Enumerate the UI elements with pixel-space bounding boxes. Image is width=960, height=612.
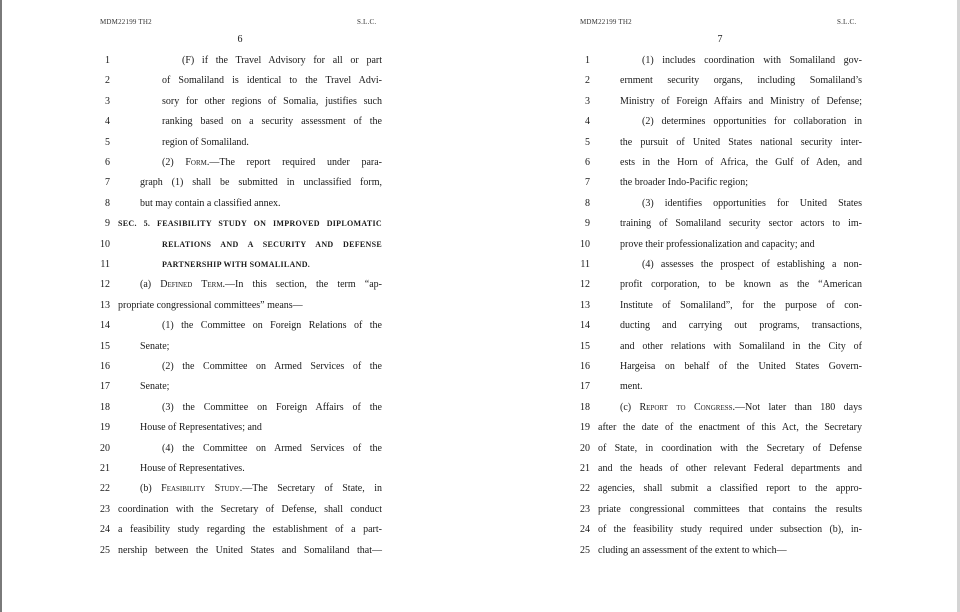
line-text: RELATIONS AND A SECURITY AND DEFENSE [162,239,382,249]
line-text: after the date of the enactment of this Act, the Secretary [598,422,862,434]
line-text: prove their professionalization and capacity; and [620,238,815,250]
line-text: cluding an assessment of the extent to which— [598,544,787,556]
line-number: 9 [105,218,110,230]
document-line [90,380,390,400]
document-line [570,54,870,74]
document-line [90,156,390,176]
line-number: 7 [105,177,110,189]
line-number: 6 [585,157,590,168]
document-line [570,503,870,523]
line-text: propriate congressional committees” means— [118,299,303,311]
document-line [90,278,390,298]
line-number: 8 [585,197,590,209]
line-number: 1 [105,55,110,66]
line-number: 24 [100,524,110,536]
line-number: 16 [580,361,590,372]
line-text: training of Somaliland security sector actors to im- [620,218,862,230]
document-line [570,74,870,94]
line-text: Senate; [140,381,170,393]
line-text: ment. [620,381,643,393]
line-number: 18 [580,401,590,413]
line-number: 14 [100,320,110,332]
document-line [90,421,390,441]
page-header-slc: S.L.C. [357,18,377,26]
line-text: the broader Indo-Pacific region; [620,177,749,189]
document-line [90,360,390,380]
line-number: 25 [580,544,590,556]
line-number: 4 [105,116,110,128]
line-text: Institute of Somaliland”, for the purpose of con- [620,299,862,311]
line-number: 20 [580,442,590,454]
document-line [90,462,390,482]
document-line [90,442,390,462]
document-line [90,136,390,156]
line-number: 14 [580,320,590,332]
line-number: 21 [100,463,110,474]
viewer-left-edge [0,0,2,612]
document-line [570,340,870,360]
document-line [90,544,390,564]
line-number: 15 [100,340,110,352]
line-text: SEC. 5. FEASIBILITY STUDY ON IMPROVED DIPLOMATIC [118,219,382,229]
document-line [570,197,870,217]
line-number: 7 [585,177,590,189]
line-text: (4) the Committee on Armed Services of the [162,442,382,454]
line-text: a feasibility study regarding the establishment of a part- [118,524,382,536]
document-line [90,217,390,237]
document-line [90,197,390,217]
line-text: agencies, shall submit a classified report to the appro- [598,483,862,495]
line-number: 19 [100,422,110,434]
line-number: 20 [100,442,110,454]
line-text: (2) the Committee on Armed Services of the [162,361,382,372]
document-line [570,523,870,543]
page-number: 7 [717,34,723,45]
line-number: 5 [105,136,110,148]
document-line [570,462,870,482]
document-line [570,380,870,400]
document-line [570,217,870,237]
line-number: 24 [580,524,590,536]
line-text: (4) assesses the prospect of establishing a non- [642,259,862,270]
document-line [570,482,870,502]
line-number: 3 [585,95,590,107]
section-heading: Defined Term [160,279,223,291]
line-number: 25 [100,544,110,556]
document-line [570,176,870,196]
line-text: ducting and carrying out programs, transactions, [620,320,862,332]
line-text: and the heads of other relevant Federal departments and [598,463,862,474]
line-text: and other relations with Somaliland in the City of [620,340,862,352]
line-number: 17 [580,381,590,393]
page-header-slc: S.L.C. [837,18,857,26]
line-number: 18 [100,401,110,413]
page-header-docid: MDM22199 TH2 [100,18,152,26]
document-line [570,544,870,564]
line-text: nership between the United States and Somaliland that— [118,544,382,556]
page-number: 6 [237,34,243,45]
line-text: Hargeisa on behalf of the United States Govern- [620,361,862,372]
line-number: 12 [580,279,590,291]
line-number: 8 [105,197,110,209]
section-heading: Feasibility Study [161,483,240,495]
line-text: but may contain a classified annex. [140,197,281,209]
line-number: 10 [580,238,590,250]
line-text: Ministry of Foreign Affairs and Ministry of Defense; [620,95,862,107]
document-line [570,401,870,421]
line-text: (b) Feasibility Study.—The Secretary of State, in [140,483,382,495]
section-heading: Report to Congress [639,401,733,413]
line-text: sory for other regions of Somalia, justifies such [162,95,382,107]
document-line [90,238,390,258]
document-line [570,421,870,441]
line-text: (c) Report to Congress.—Not later than 180 days [620,401,862,413]
line-number: 4 [585,116,590,128]
document-line [90,258,390,278]
line-text: of the feasibility study required under subsection (b), in- [598,524,862,536]
line-number: 2 [105,75,110,87]
line-number: 9 [585,218,590,230]
line-text: profit corporation, to be known as the “American [620,279,862,291]
document-line [90,299,390,319]
line-text: of State, in coordination with the Secretary of Defense [598,442,862,454]
line-text: ernment security organs, including Somaliland’s [620,75,862,87]
section-heading: Form [185,157,207,168]
document-line [570,258,870,278]
line-number: 22 [580,483,590,495]
line-number: 10 [100,238,110,250]
line-text: of Somaliland is identical to the Travel Advi- [162,75,382,87]
line-number: 15 [580,340,590,352]
line-number: 11 [580,259,590,270]
line-number: 23 [100,503,110,515]
line-text: (F) if the Travel Advisory for all or part [182,55,382,66]
document-line [570,95,870,115]
line-number: 23 [580,503,590,515]
document-line [570,299,870,319]
document-page-6 [90,0,490,612]
line-text: House of Representatives. [140,463,245,474]
line-number: 19 [580,422,590,434]
line-number: 3 [105,95,110,107]
line-text: graph (1) shall be submitted in unclassified form, [140,177,382,189]
document-line [570,360,870,380]
line-number: 21 [580,463,590,474]
line-text: (3) the Committee on Foreign Affairs of the [162,401,382,413]
document-line [90,340,390,360]
line-text: (1) includes coordination with Somaliland gov- [642,55,862,66]
document-line [570,115,870,135]
line-number: 5 [585,136,590,148]
line-number: 11 [100,259,110,270]
line-number: 1 [585,55,590,66]
line-number: 13 [100,299,110,311]
document-line [90,115,390,135]
line-text: priate congressional committees that contains the results [598,503,862,515]
line-text: the pursuit of United States national security inter- [620,136,862,148]
line-number: 22 [100,483,110,495]
line-text: (3) identifies opportunities for United States [642,197,862,209]
line-number: 13 [580,299,590,311]
line-text: PARTNERSHIP WITH SOMALILAND. [162,260,311,269]
line-text: (1) the Committee on Foreign Relations of the [162,320,382,332]
document-line [90,401,390,421]
line-number: 17 [100,381,110,393]
document-line [90,54,390,74]
line-text: House of Representatives; and [140,422,262,434]
line-text: coordination with the Secretary of Defense, shall conduct [118,503,382,515]
line-text: (2) determines opportunities for collaboration in [642,116,862,128]
line-text: ests in the Horn of Africa, the Gulf of Aden, and [620,157,862,168]
document-line [90,482,390,502]
line-text: (a) Defined Term.—In this section, the term “ap- [140,279,382,291]
document-line [90,95,390,115]
document-line [90,523,390,543]
line-number: 6 [105,157,110,168]
document-line [90,74,390,94]
page-header-docid: MDM22199 TH2 [580,18,632,26]
line-number: 2 [585,75,590,87]
document-line [570,442,870,462]
document-line [90,176,390,196]
document-line [570,238,870,258]
document-page-7 [570,0,960,612]
line-text: region of Somaliland. [162,136,249,148]
line-number: 16 [100,361,110,372]
line-text: ranking based on a security assessment of the [162,116,382,128]
line-text: Senate; [140,340,170,352]
document-line [570,156,870,176]
document-line [570,319,870,339]
line-number: 12 [100,279,110,291]
document-line [90,503,390,523]
document-line [570,278,870,298]
document-line [570,136,870,156]
line-text: (2) Form.—The report required under para- [162,157,383,168]
document-line [90,319,390,339]
